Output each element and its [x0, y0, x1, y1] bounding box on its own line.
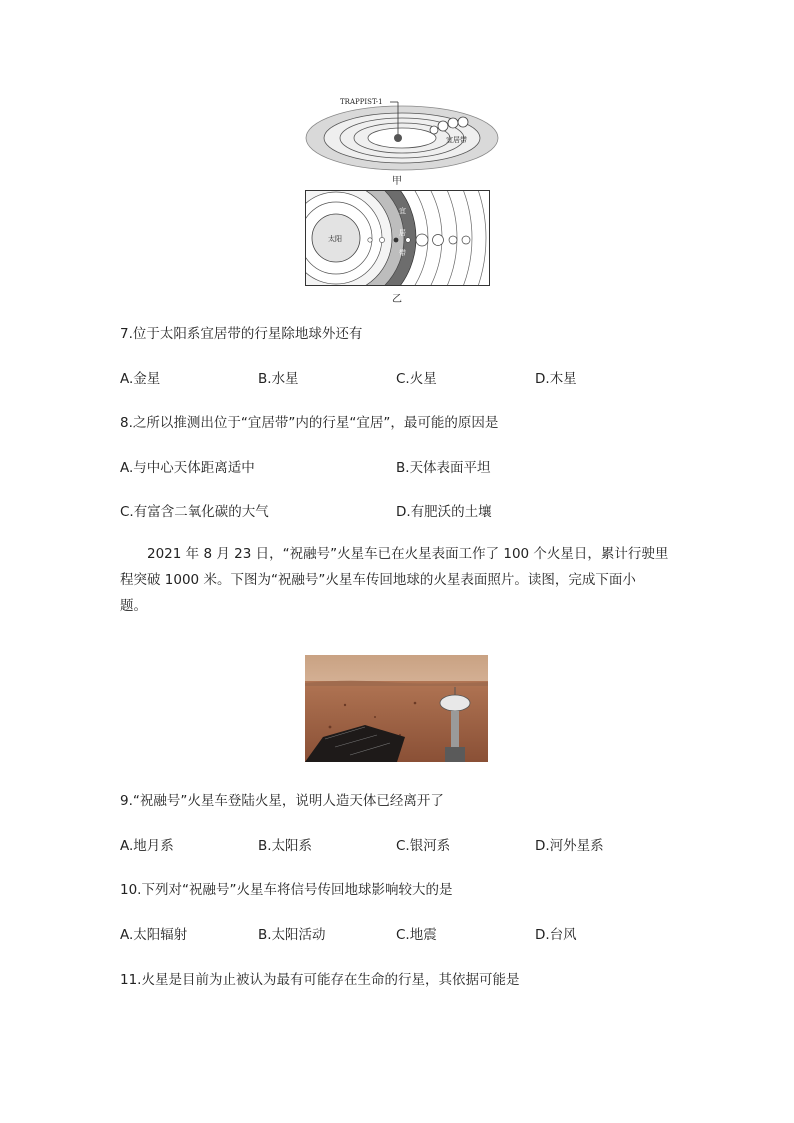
option-10b	[258, 925, 326, 945]
option-7d	[535, 369, 577, 389]
option-7b	[258, 369, 299, 389]
zone-char-3: 带	[399, 249, 406, 257]
passage-line-2: 程突破 1000 米。下图为“祝融号”火星车传回地球的火星表面照片。读图，完成下面小	[120, 572, 636, 588]
question-11	[120, 970, 519, 990]
habitable-zone-label: 宜居带	[446, 136, 467, 144]
passage	[120, 541, 669, 619]
option-8b	[396, 458, 491, 478]
option-letter: B.	[258, 927, 272, 943]
option-7a	[120, 369, 160, 389]
option-10d	[535, 925, 577, 945]
option-letter: D.	[535, 927, 550, 943]
option-letter: C.	[396, 838, 410, 854]
passage-line-1: 2021 年 8 月 23 日，“祝融号”火星车已在火星表面工作了 100 个火星日，累计行驶里	[147, 546, 669, 562]
option-9a	[120, 836, 174, 856]
option-text: 火星	[409, 371, 437, 387]
option-text: 银河系	[409, 838, 451, 854]
question-number: 10.	[120, 882, 142, 898]
option-9b	[258, 836, 312, 856]
option-text: 有富含二氧化碳的大气	[133, 504, 269, 520]
option-text: 台风	[549, 927, 577, 943]
solar-system-diagram	[306, 191, 489, 285]
option-letter: A.	[120, 371, 134, 387]
question-text: 火星是目前为止被认为最有可能存在生命的行星，其依据可能是	[141, 972, 520, 988]
option-letter: A.	[120, 838, 134, 854]
zone-char-1: 宜	[399, 207, 406, 215]
question-number: 11.	[120, 972, 142, 988]
option-10a	[120, 925, 187, 945]
option-7c	[396, 369, 437, 389]
option-letter: C.	[396, 371, 410, 387]
question-text: 之所以推测出位于“宜居带”内的行星“宜居”，最可能的原因是	[132, 415, 499, 431]
figure-jia-caption: 甲	[392, 176, 402, 187]
question-number: 9.	[120, 793, 133, 809]
mars-surface-photo	[305, 655, 488, 762]
option-text: 木星	[549, 371, 577, 387]
question-9	[120, 791, 444, 811]
figure-jia	[304, 92, 500, 172]
question-number: 7.	[120, 326, 133, 342]
question-10	[120, 880, 452, 900]
option-10c	[396, 925, 437, 945]
option-text: 太阳活动	[271, 927, 326, 943]
option-text: 有肥沃的土壤	[410, 504, 492, 520]
option-letter: D.	[535, 838, 550, 854]
zone-char-2: 居	[399, 229, 406, 237]
option-8c	[120, 502, 269, 522]
figure-yi	[305, 190, 490, 286]
figure-yi-caption: 乙	[392, 294, 402, 305]
question-8	[120, 413, 498, 433]
option-8a	[120, 458, 255, 478]
option-letter: B.	[258, 371, 272, 387]
passage-line-3: 题。	[120, 598, 147, 614]
question-7	[120, 324, 362, 344]
question-number: 8.	[120, 415, 133, 431]
trappist-orbit-diagram	[304, 92, 500, 172]
option-letter: D.	[535, 371, 550, 387]
trappist-label: TRAPPIST-1	[340, 98, 383, 106]
option-9c	[396, 836, 450, 856]
option-text: 太阳辐射	[133, 927, 188, 943]
option-text: 与中心天体距离适中	[133, 460, 255, 476]
option-text: 河外星系	[549, 838, 604, 854]
option-letter: B.	[258, 838, 272, 854]
option-letter: C.	[396, 927, 410, 943]
option-9d	[535, 836, 604, 856]
option-text: 金星	[133, 371, 161, 387]
question-text: 位于太阳系宜居带的行星除地球外还有	[132, 326, 363, 342]
option-letter: C.	[120, 504, 134, 520]
question-text: 下列对“祝融号”火星车将信号传回地球影响较大的是	[141, 882, 453, 898]
mars-photo-image	[305, 655, 488, 762]
option-8d	[396, 502, 492, 522]
option-letter: A.	[120, 460, 134, 476]
option-letter: A.	[120, 927, 134, 943]
sun-label: 太阳	[328, 235, 342, 243]
option-text: 太阳系	[271, 838, 313, 854]
option-letter: D.	[396, 504, 411, 520]
option-text: 地月系	[133, 838, 174, 854]
question-text: “祝融号”火星车登陆火星，说明人造天体已经离开了	[132, 793, 444, 809]
option-text: 地震	[409, 927, 437, 943]
option-text: 天体表面平坦	[409, 460, 491, 476]
option-text: 水星	[271, 371, 299, 387]
option-letter: B.	[396, 460, 410, 476]
